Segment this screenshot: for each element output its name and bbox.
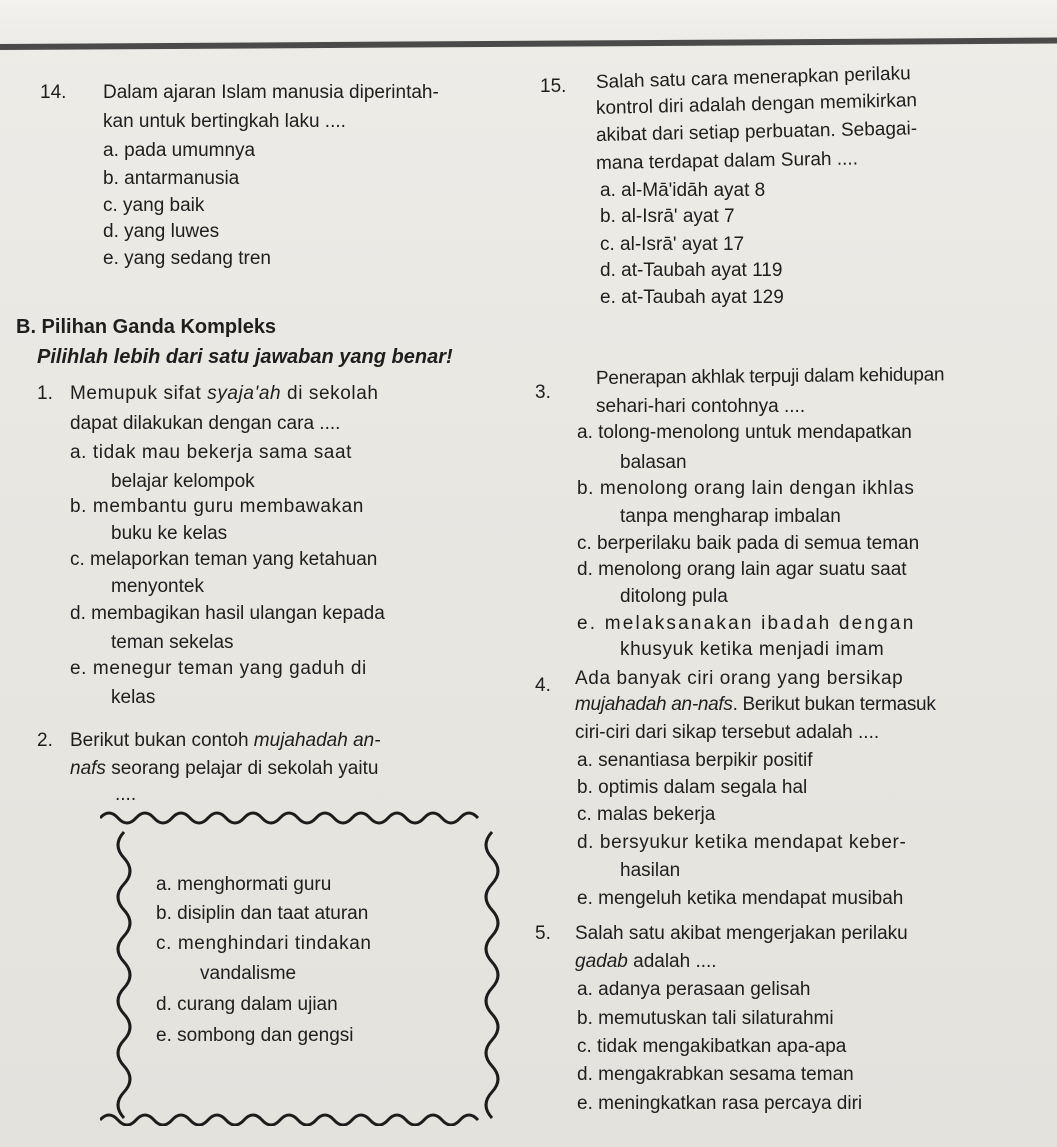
section-instruction: Pilihlah lebih dari satu jawaban yang benar! xyxy=(37,346,453,368)
q14-option-b[interactable]: b. antarmanusia xyxy=(103,168,240,189)
q15-option-d[interactable]: d. at-Taubah ayat 119 xyxy=(600,260,783,281)
b1-stem-term: syaja'ah xyxy=(207,383,282,404)
b3-option-a[interactable]: a. tolong-menolong untuk mendapatkan xyxy=(577,422,912,443)
b2-stem-part-b: seorang pelajar di sekolah yaitu xyxy=(105,758,379,779)
b4-stem-line1: Ada banyak ciri orang yang bersikap xyxy=(575,668,904,689)
q14-number: 14. xyxy=(40,82,67,103)
b1-stem-line2: dapat dilakukan dengan cara .... xyxy=(70,413,341,434)
b5-stem-line2 xyxy=(575,951,717,973)
b4-stem-line2 xyxy=(575,694,936,716)
q15-stem-line4: mana terdapat dalam Surah .... xyxy=(595,148,859,174)
b1-stem-part-a: Memupuk sifat xyxy=(70,383,208,404)
b1-option-c[interactable]: c. melaporkan teman yang ketahuan xyxy=(70,549,378,570)
b1-stem-line1 xyxy=(70,383,379,405)
b3-option-e[interactable]: e. melaksanakan ibadah dengan xyxy=(577,613,916,634)
q15-option-c[interactable]: c. al-Isrā' ayat 17 xyxy=(600,234,745,255)
b4-stem-term: mujahadah an-nafs xyxy=(575,694,733,715)
b5-option-e[interactable]: e. meningkatkan rasa percaya diri xyxy=(577,1093,863,1114)
q14-stem-line2: kan untuk bertingkah laku .... xyxy=(103,111,346,132)
b2-option-d[interactable]: d. curang dalam ujian xyxy=(156,994,338,1015)
q15-stem-line1: Salah satu cara menerapkan perilaku xyxy=(595,63,911,93)
q14-option-d[interactable]: d. yang luwes xyxy=(103,221,220,242)
section-title: B. Pilihan Ganda Kompleks xyxy=(16,316,277,338)
b5-stem-line1: Salah satu akibat mengerjakan perilaku xyxy=(575,923,908,944)
q15-option-b[interactable]: b. al-Isrā' ayat 7 xyxy=(600,206,735,227)
b4-stem-line3: ciri-ciri dari sikap tersebut adalah .... xyxy=(575,722,880,743)
b3-option-b[interactable]: b. menolong orang lain dengan ikhlas xyxy=(577,478,915,499)
b3-option-e-cont: khusyuk ketika menjadi imam xyxy=(620,639,885,660)
b3-option-d[interactable]: d. menolong orang lain agar suatu saat xyxy=(577,559,907,580)
b5-option-a[interactable]: a. adanya perasaan gelisah xyxy=(577,979,811,1000)
q14-option-c[interactable]: c. yang baik xyxy=(103,195,205,216)
b1-option-a-cont: belajar kelompok xyxy=(111,471,255,492)
b4-option-a[interactable]: a. senantiasa berpikir positif xyxy=(577,750,813,771)
b1-stem-part-c: di sekolah xyxy=(281,383,379,404)
b3-stem-line2: sehari-hari contohnya .... xyxy=(596,396,806,417)
b2-stem-line1 xyxy=(70,730,381,752)
b4-option-e[interactable]: e. mengeluh ketika mendapat musibah xyxy=(577,888,904,909)
b1-option-b-cont: buku ke kelas xyxy=(111,523,228,544)
b3-option-c[interactable]: c. berperilaku baik pada di semua teman xyxy=(577,533,920,554)
q15-option-e[interactable]: e. at-Taubah ayat 129 xyxy=(600,287,784,308)
b2-option-b[interactable]: b. disiplin dan taat aturan xyxy=(156,903,369,924)
b4-number: 4. xyxy=(535,675,551,696)
b1-option-d-cont: teman sekelas xyxy=(111,632,234,653)
q15-option-a[interactable]: a. al-Mā'idāh ayat 8 xyxy=(600,180,766,201)
b2-wavy-frame xyxy=(100,808,520,1126)
b1-option-b[interactable]: b. membantu guru membawakan xyxy=(70,496,364,517)
b5-stem-term: gadab xyxy=(575,951,628,972)
b1-option-e[interactable]: e. menegur teman yang gaduh di xyxy=(70,658,367,679)
b3-option-d-cont: ditolong pula xyxy=(620,586,728,607)
b5-option-d[interactable]: d. mengakrabkan sesama teman xyxy=(577,1064,854,1085)
q15-number: 15. xyxy=(540,76,567,97)
b2-stem-line3: .... xyxy=(115,784,137,805)
b5-option-b[interactable]: b. memutuskan tali silaturahmi xyxy=(577,1008,834,1029)
b5-stem-part-b: adalah .... xyxy=(627,951,717,972)
q14-option-e[interactable]: e. yang sedang tren xyxy=(103,248,271,269)
b3-option-a-cont: balasan xyxy=(620,452,687,473)
q15-stem-line2: kontrol diri adalah dengan memikirkan xyxy=(595,90,918,119)
b2-stem-term2: nafs xyxy=(70,758,106,779)
b3-stem-line1: Penerapan akhlak terpuji dalam kehidupan xyxy=(595,364,945,389)
b3-number: 3. xyxy=(535,382,551,403)
b1-option-c-cont: menyontek xyxy=(111,576,204,597)
b5-option-c[interactable]: c. tidak mengakibatkan apa-apa xyxy=(577,1036,847,1057)
top-margin xyxy=(0,0,1057,44)
b4-option-c[interactable]: c. malas bekerja xyxy=(577,804,716,825)
b1-option-a[interactable]: a. tidak mau bekerja sama saat xyxy=(70,442,353,463)
b2-option-c-cont: vandalisme xyxy=(200,963,297,984)
b4-option-d[interactable]: d. bersyukur ketika mendapat keber- xyxy=(577,832,907,853)
b1-number: 1. xyxy=(37,383,53,404)
b3-option-b-cont: tanpa mengharap imbalan xyxy=(620,506,841,527)
b2-option-c[interactable]: c. menghindari tindakan xyxy=(156,933,372,954)
q14-option-a[interactable]: a. pada umumnya xyxy=(103,140,256,161)
b2-stem-line2 xyxy=(70,758,378,780)
b2-option-e[interactable]: e. sombong dan gengsi xyxy=(156,1025,354,1046)
b2-stem-term: mujahadah an- xyxy=(253,730,381,751)
b1-option-d[interactable]: d. membagikan hasil ulangan kepada xyxy=(70,603,385,624)
b5-number: 5. xyxy=(535,923,551,944)
b2-stem-part-a: Berikut bukan contoh xyxy=(70,730,254,751)
b4-stem-part-b: . Berikut bukan termasuk xyxy=(732,694,936,715)
b2-option-a[interactable]: a. menghormati guru xyxy=(156,874,332,895)
b4-option-b[interactable]: b. optimis dalam segala hal xyxy=(577,777,808,798)
b1-option-e-cont: kelas xyxy=(111,687,156,708)
q15-stem-line3: akibat dari setiap perbuatan. Sebagai- xyxy=(595,118,918,146)
b2-number: 2. xyxy=(37,730,53,751)
q14-stem-line1: Dalam ajaran Islam manusia diperintah- xyxy=(103,82,439,103)
b4-option-d-cont: hasilan xyxy=(620,860,681,881)
